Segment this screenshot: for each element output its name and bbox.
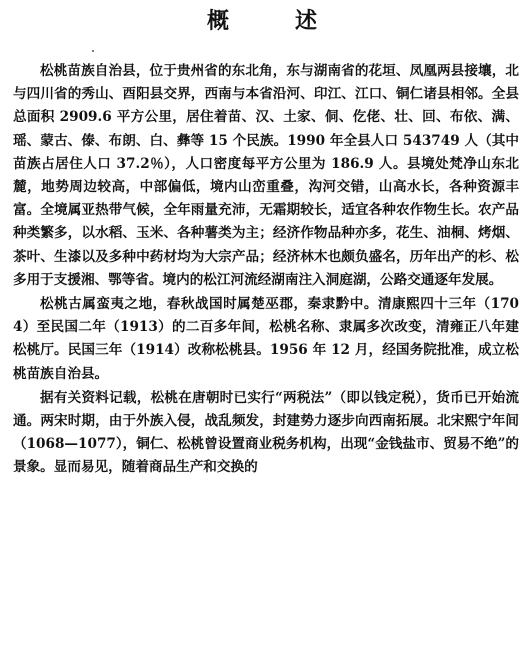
paragraph-overview: 松桃苗族自治县，位于贵州省的东北角，东与湖南省的花垣、凤凰两县接壤，北与四川省的秀山、酉阳县交界，西南与本省沿河、印江、江口、铜仁诸县相邻。全县总面积 2909.6 平方公里，居住着苗、汉、土家、侗、仡佬、壮、回、布依、满、瑶、蒙古、傣、布朗、白、彝等 15 个民族。1990 年全县人口 543749 人（其中苗族占居住人口 37.2％），人口密度每平方公里为 186.9 人。县境处梵净山东北麓，地势周边较高，中部偏低，境内山峦重叠，沟河交错，山高水长，各种资源丰富。全境属亚热带气候，全年雨量充沛，无霜期较长，适宜各种农作物生长。农产品种类繁多，以水稻、玉米、各种薯类为主；经济作物品种亦多，花生、油桐、烤烟、茶叶、生漆以及多种中药材均为大宗产品；经济林木也颇负盛名，历年出产的杉、松多用于支援湘、鄂等省。境内的松江河流经湖南注入洞庭湖，公路交通逐年发展。 bbox=[13, 63, 519, 288]
paragraph-commerce: 据有关资料记载，松桃在唐朝时已实行“两税法”（即以钱定税），货币已开始流通。两宋时期，由于外族入侵，战乱频发，封建势力逐步向西南拓展。北宋熙宁年间（1068—1077），铜仁、松桃曾设置商业税务机构，出现“金钱盐市、贸易不绝”的景象。显而易见，随着商品生产和交换的 bbox=[13, 389, 519, 476]
body-text bbox=[13, 60, 519, 481]
page-title: 概 述 bbox=[206, 9, 339, 34]
page-speck bbox=[92, 50, 94, 52]
paragraph-history: 松桃古属蛮夷之地，春秋战国时属楚巫郡，秦隶黔中。清康熙四十三年（1704）至民国二年（1913）的二百多年间，松桃名称、隶属多次改变，清雍正八年建松桃厅。民国三年（1914）改称松桃县。1956 年 12 月，经国务院批准，成立松桃苗族自治县。 bbox=[13, 296, 519, 382]
